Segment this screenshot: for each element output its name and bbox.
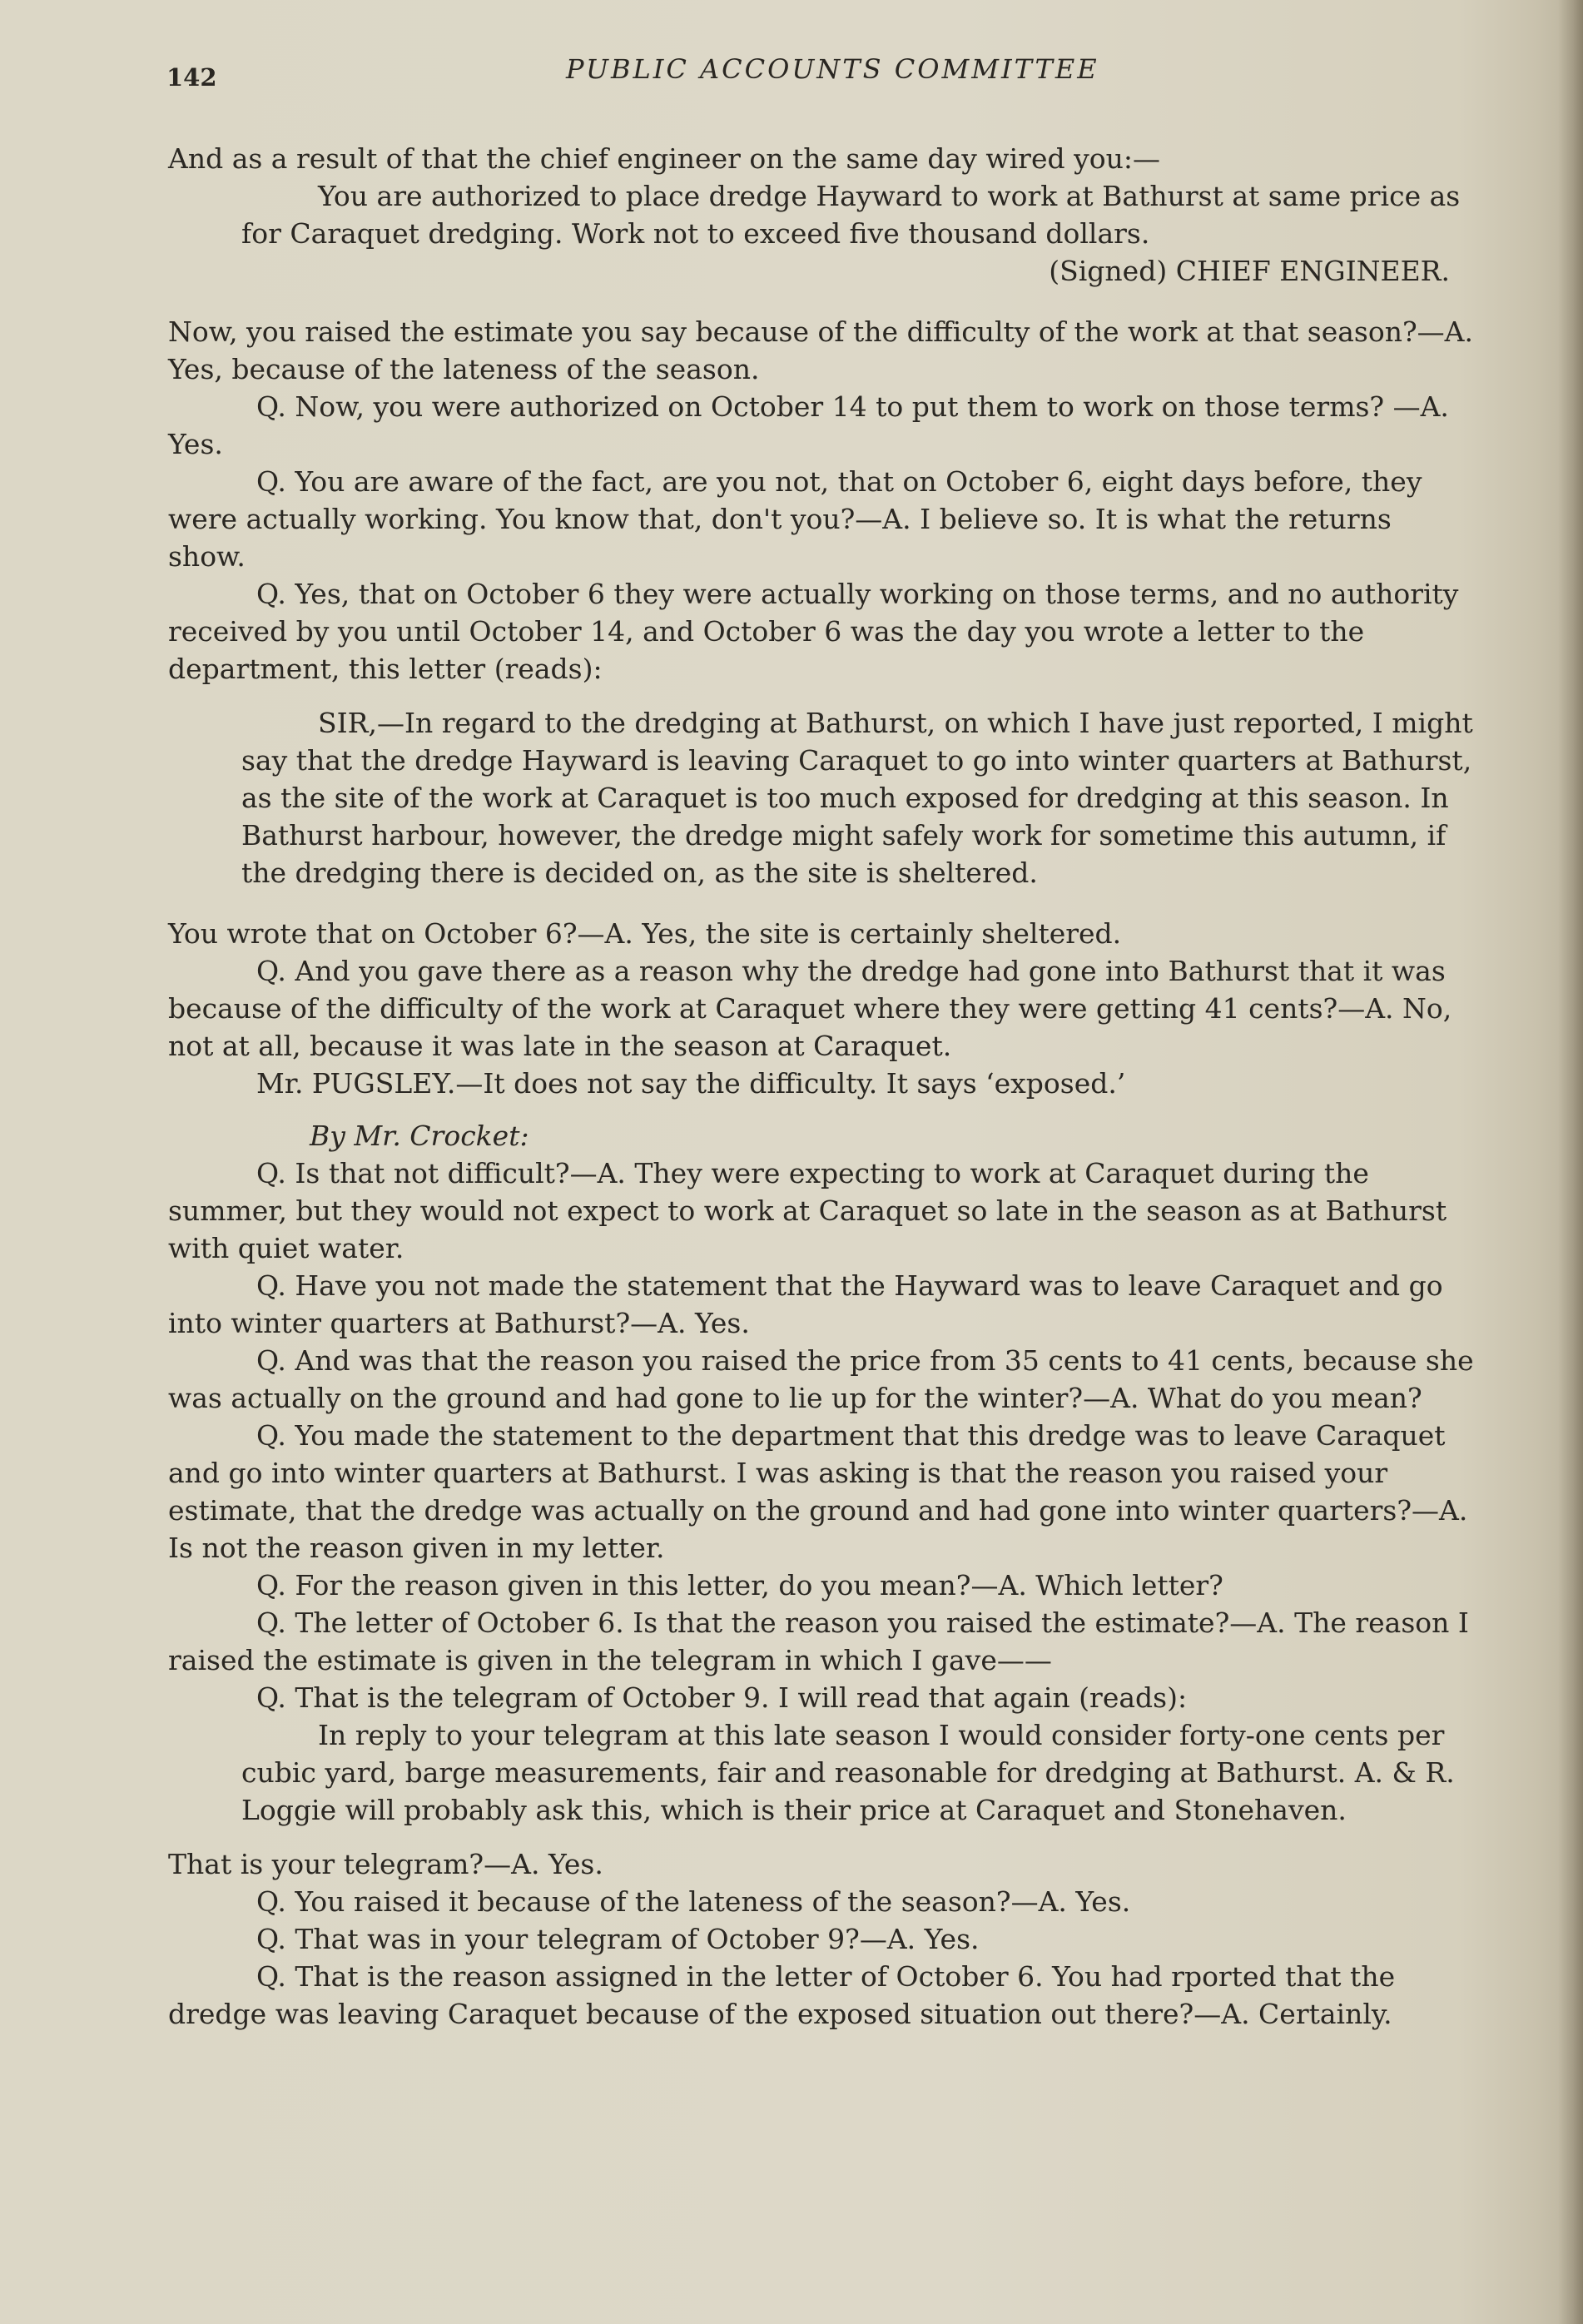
paragraph: You wrote that on October 6?—A. Yes, the site is certainly sheltered. <box>168 917 1122 950</box>
page-header <box>166 52 1465 102</box>
paragraph: Q. The letter of October 6. Is that the reason you raised the estimate?—A. The reason I raised the estimate is given in the telegram in which I gave—— <box>168 1606 1469 1676</box>
paragraph: Q. You raised it because of the lateness of the season?—A. Yes. <box>256 1885 1131 1918</box>
paragraph: That is your telegram?—A. Yes. <box>168 1848 603 1880</box>
body-text <box>168 140 1475 2033</box>
signature-line: (Signed) CHIEF ENGINEER. <box>1049 255 1450 287</box>
paragraph: Q. That was in your telegram of October 9?—A. Yes. <box>256 1923 980 1955</box>
paragraph: Q. And was that the reason you raised the price from 35 cents to 41 cents, because she was actually on the ground and had gone to lie up for the winter?—A. What do you mean? <box>168 1344 1474 1414</box>
paragraph: Now, you raised the estimate you say because of the difficulty of the work at that season?—A. Yes, because of the lateness of the season. <box>168 315 1473 385</box>
page-edge-shadow <box>1558 0 1583 2324</box>
letter-quote: SIR,—In regard to the dredging at Bathurst, on which I have just reported, I might say that the dredge Hayward is leaving Caraquet to go into winter quarters at Bathurst, as the site of the work at Caraquet is too much exposed for dredging at this season. In Bathurst harbour, however, the dredge might safely work for sometime this autumn, if the dredging there is decided on, as the site is sheltered. <box>241 707 1473 889</box>
byline: By Mr. Crocket: <box>310 1120 529 1152</box>
running-title: PUBLIC ACCOUNTS COMMITTEE <box>566 53 1099 85</box>
paragraph: Q. For the reason given in this letter, do you mean?—A. Which letter? <box>256 1569 1223 1601</box>
paragraph: Q. And you gave there as a reason why the dredge had gone into Bathurst that it was because of the difficulty of the work at Caraquet where they were getting 41 cents?—A. No, not at all, because it was late in the season at Caraquet. <box>168 955 1452 1062</box>
paragraph: Q. That is the reason assigned in the letter of October 6. You had rported that the dredge was leaving Caraquet because of the exposed situation out there?—A. Certainly. <box>168 1960 1396 2030</box>
paragraph: Q. That is the telegram of October 9. I will read that again (reads): <box>256 1681 1188 1714</box>
page-number: 142 <box>166 63 217 92</box>
telegram-quote: You are authorized to place dredge Hayward to work at Bathurst at same price as for Caraquet dredging. Work not to exceed five thousand dollars. <box>241 180 1461 250</box>
paragraph: Q. Have you not made the statement that the Hayward was to leave Caraquet and go into winter quarters at Bathurst?—A. Yes. <box>168 1269 1443 1339</box>
paragraph: And as a result of that the chief engineer on the same day wired you:— <box>168 142 1160 175</box>
paragraph: Q. Is that not difficult?—A. They were expecting to work at Caraquet during the summer, but they would not expect to work at Caraquet so late in the season as at Bathurst with quiet water. <box>168 1157 1447 1264</box>
paragraph: Q. You made the statement to the department that this dredge was to leave Caraquet and go into winter quarters at Bathurst. I was asking is that the reason you raised your estimate, that the dredge was actually on the ground and had gone into winter quarters?—A. Is not the reason given in my letter. <box>168 1419 1468 1564</box>
telegram-quote: In reply to your telegram at this late season I would consider forty-one cents per cubic yard, barge measurements, fair and reasonable for dredging at Bathurst. A. & R. Loggie will probably ask this, which is their price at Caraquet and Stonehaven. <box>241 1719 1455 1826</box>
paragraph: Q. Now, you were authorized on October 14 to put them to work on those terms? —A. Yes. <box>168 390 1449 460</box>
paragraph: Q. You are aware of the fact, are you not, that on October 6, eight days before, they were actually working. You know that, don't you?—A. I believe so. It is what the returns show. <box>168 465 1422 573</box>
paragraph: Q. Yes, that on October 6 they were actually working on those terms, and no authority received by you until October 14, and October 6 was the day you wrote a letter to the department, this letter (reads): <box>168 578 1459 685</box>
paragraph: Mr. PUGSLEY.—It does not say the difficulty. It says ‘exposed.’ <box>256 1067 1126 1100</box>
